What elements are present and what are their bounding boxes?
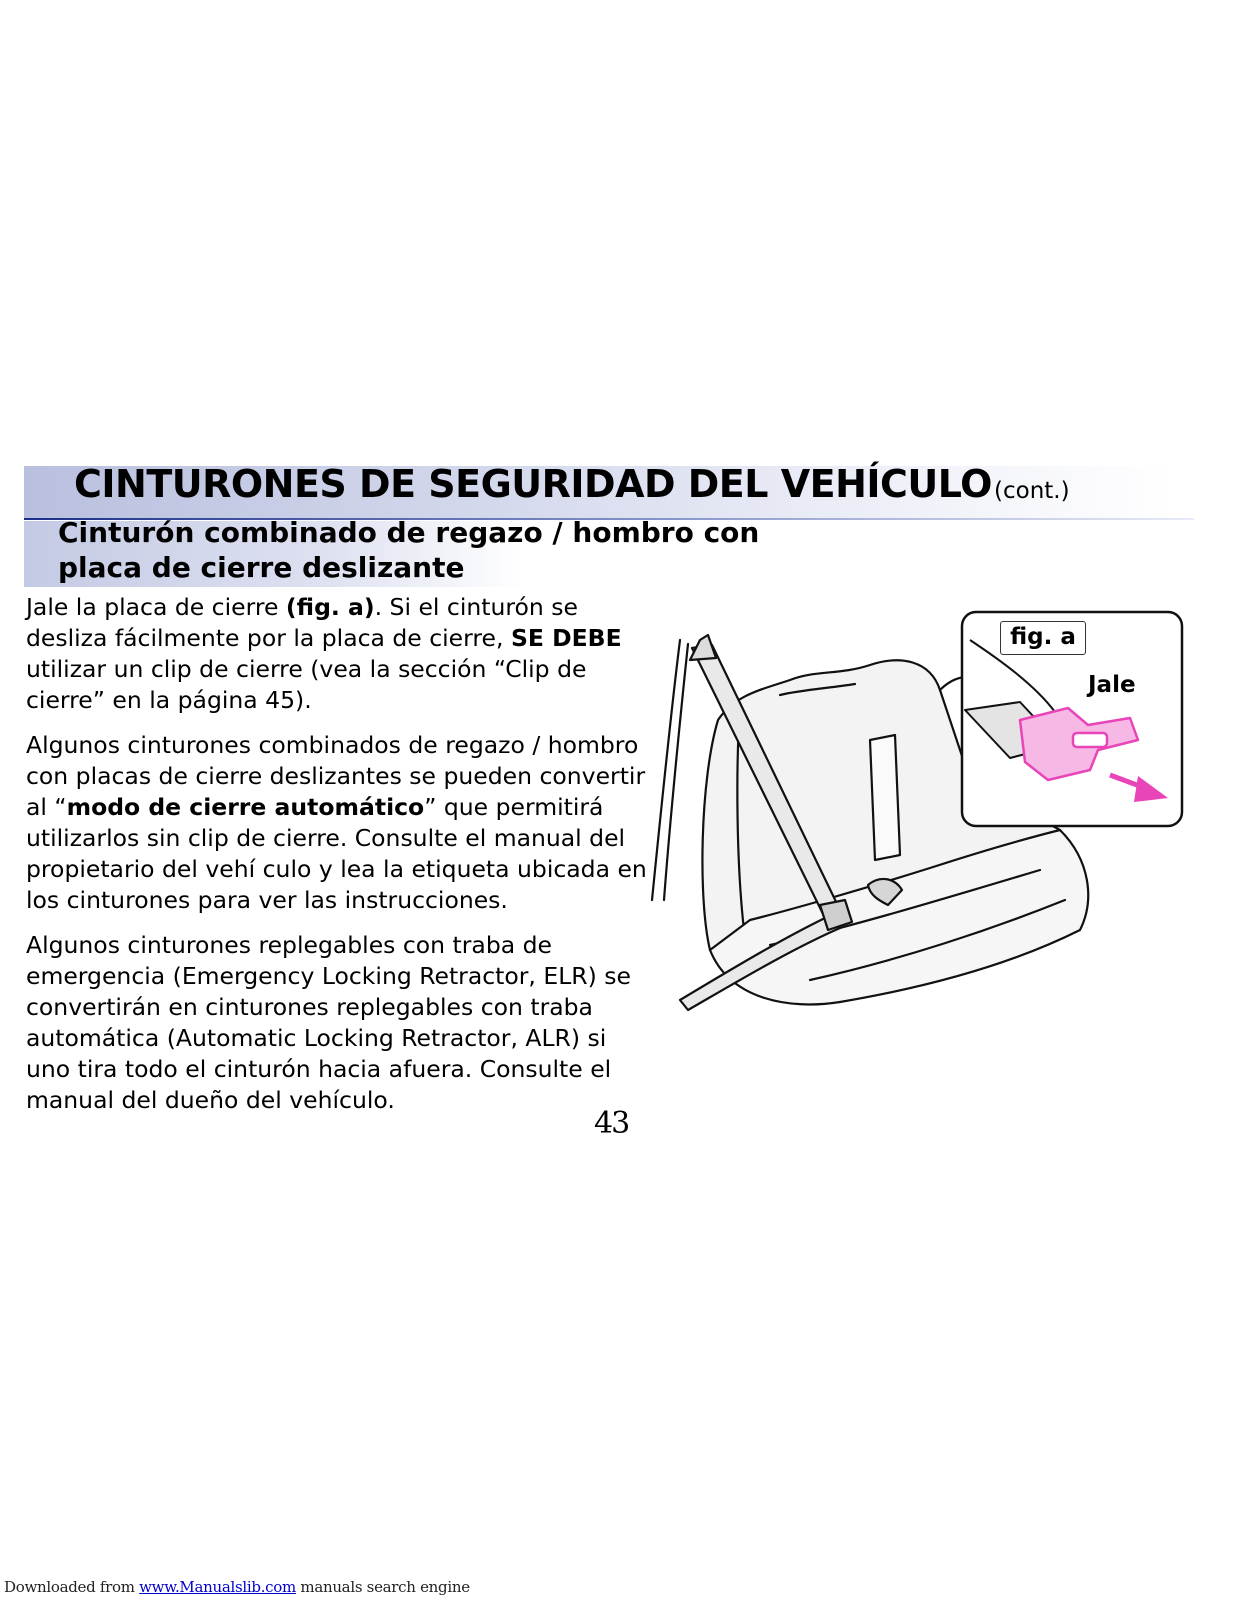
title-cont-suffix: (cont.) (994, 478, 1070, 504)
p1-text-2: . Si el cinturón se desliza fácilmente por la placa de cierre, (26, 593, 578, 652)
footer-prefix: Downloaded from (4, 1578, 140, 1596)
footer (4, 1578, 470, 1596)
p1-text-3: utilizar un clip de cierre (vea la sección “Clip de cierre” en la página 45). (26, 655, 587, 714)
subtitle-line-1: Cinturón combinado de regazo / hombro con (58, 516, 760, 549)
page-number: 43 (594, 1106, 629, 1141)
p2-emphasis: modo de cierre automático (66, 793, 425, 821)
paragraph-2 (26, 730, 651, 916)
p2-text-1: Algunos cinturones combinados de regazo / hombro con placas de cierre deslizantes se pueden convertir al “ (26, 731, 646, 821)
body-text (26, 592, 651, 1130)
p1-emphasis: SE DEBE (510, 624, 622, 652)
p2-text-2: ” que permitirá utilizarlos sin clip de cierre. Consulte el manual del propietario del vehí culo y lea la etiqueta ubicada en los cinturones para ver las instrucciones. (26, 793, 647, 914)
seat-belt-illustration (640, 600, 1200, 1020)
figure-label: fig. a (1000, 621, 1086, 655)
section-subtitle (58, 515, 818, 585)
paragraph-1 (26, 592, 651, 716)
subtitle-line-2: placa de cierre deslizante (58, 551, 465, 584)
paragraph-3: Algunos cinturones replegables con traba de emergencia (Emergency Locking Retractor, ELR) se convertirán en cinturones replegables con traba automática (Automatic Locking Retractor, ALR) si uno tira todo el cinturón hacia afuera. Consulte el manual del dueño del vehículo. (26, 931, 631, 1114)
footer-link[interactable]: www.Manualslib.com (139, 1578, 296, 1596)
p1-text-1: Jale la placa de cierre (26, 593, 286, 621)
page-title: CINTURONES DE SEGURIDAD DEL VEHÍCULO (74, 462, 992, 506)
footer-suffix: manuals search engine (295, 1578, 470, 1596)
pull-callout: Jale (1088, 672, 1136, 698)
p1-fig-ref: (fig. a) (285, 593, 375, 621)
